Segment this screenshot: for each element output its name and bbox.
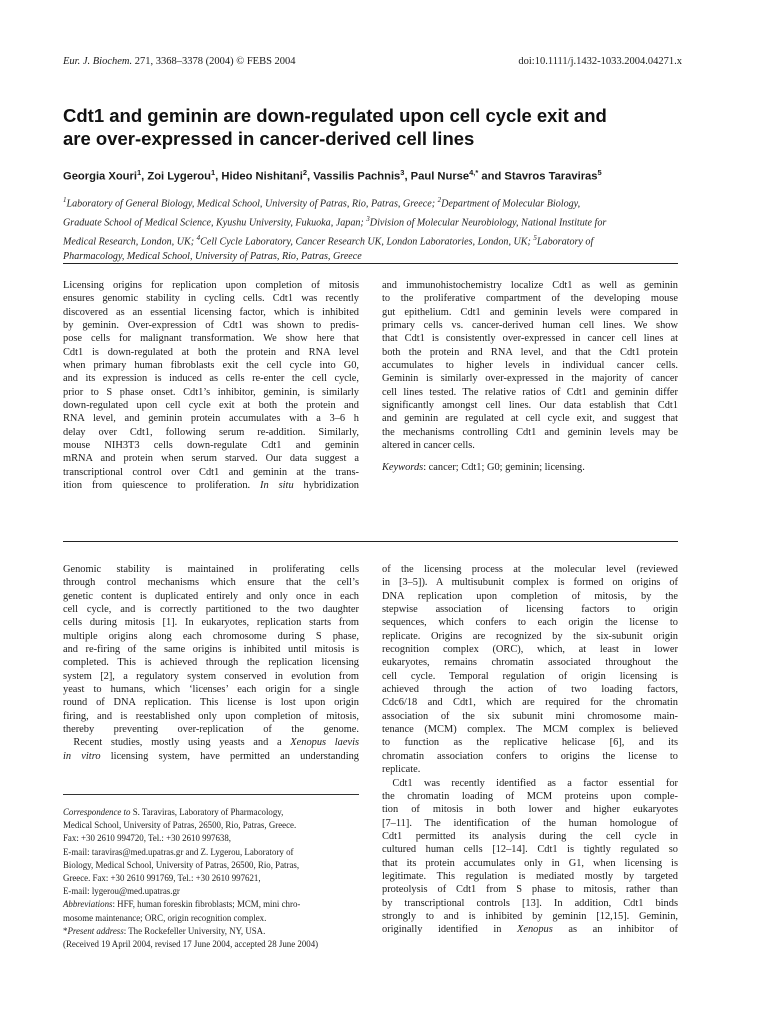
text-line: gut epithelium. Cdt1 and geminin levels were compared in	[382, 306, 678, 318]
text-line: prior to S phase onset. Cdt1’s inhibitor, geminin, is similarly	[63, 386, 359, 398]
text-line: that Cdt1 is consistently over-expressed in cancer cell lines at	[382, 333, 678, 345]
author-affiliation-mark: 4,*	[469, 168, 479, 177]
author-affiliation-mark: 5	[597, 168, 602, 177]
text-line: the chromatin loading of MCM proteins upon comple-	[382, 790, 678, 802]
text-line: genetic content is duplicated entirely and only once in each	[63, 590, 359, 602]
text-line: cell cycle, and is correctly partitioned to the two daughter	[63, 604, 359, 616]
author-name: Georgia Xouri	[63, 170, 137, 183]
body-left-column	[63, 563, 359, 763]
keywords-text: : cancer; Cdt1; G0; geminin; licensing.	[423, 462, 585, 474]
text-line: ition from quiescence to proliferation. In situ hybridization	[63, 480, 359, 492]
text-line: primary cells vs. cancer-derived human cell lines. We show	[382, 320, 678, 332]
text-line: cell lines tested. The relative ratios of Cdt1 and geminin differ	[382, 386, 678, 398]
text-line: when primary human fibroblasts exit the cell cycle into G0,	[63, 360, 359, 372]
footnote-line: mosome maintenance; ORC, origin recognition complex.	[63, 912, 267, 923]
text-line: pose cells for malignant transformation. We show here that	[63, 333, 359, 345]
footnote-line: *Present address: The Rockefeller University, NY, USA.	[63, 925, 266, 936]
footnote-rule	[63, 794, 359, 795]
text-line: DNA replication upon completion of mitosis, by the	[382, 590, 678, 602]
author-name: Vassilis Pachnis	[313, 170, 401, 183]
text-line: cell cycle. Temporal regulation of origin licensing is	[382, 670, 678, 682]
text-line: replicate. Origins are recognized by the six-subunit origin	[382, 630, 678, 642]
text-line: replicate.	[382, 764, 421, 776]
text-line: to the proliferative compartment of the developing mouse	[382, 293, 678, 305]
text-line: Cdc6/18 and Cdt1, which are required for the chromatin	[382, 697, 678, 709]
text-line: Recent studies, mostly using yeasts and a Xenopus laevis	[63, 737, 359, 749]
author-name: Hideo Nishitani	[221, 170, 303, 183]
text-line: firing, and is reestablished only upon completion of mitosis,	[63, 710, 359, 722]
author-name: Paul Nurse	[410, 170, 470, 183]
title-line: are over-expressed in cancer-derived cell lines	[63, 128, 475, 149]
text-line: proteolysis of Cdt1 from S phase to mitosis, rather than	[382, 884, 678, 896]
abstract-bottom-rule	[63, 541, 678, 542]
author-affiliation-mark: 1	[136, 168, 142, 177]
text-line: mouse NIH3T3 cells down-regulate Cdt1 and geminin	[63, 440, 359, 452]
author-list: Georgia Xouri$^1$, Zoi Lygerou$^1$, Hideo Nishitani$^2$, Vassilis Pachnis$^3$, Paul Nurse$^{4,*}$ and Stavros Taraviras$^5$	[63, 168, 602, 183]
text-line: ensures genomic stability in cycling cells. Cdt1 was recently	[63, 293, 359, 305]
body-right-column	[382, 563, 678, 937]
author-affiliation-mark: 3	[400, 168, 405, 177]
text-line: Cdt1 permitted its analysis during the cell cycle in	[382, 830, 678, 842]
text-line: tenance (MCM) complex. The MCM complex is believed	[382, 724, 678, 736]
journal-name: Eur. J. Biochem.	[63, 56, 133, 67]
text-line: to function as the replicative helicase [6], and its	[382, 737, 678, 749]
text-line: achieved through the action of two loading factors,	[382, 684, 678, 696]
text-line: sequences, which confers to each origin the license to	[382, 617, 678, 629]
text-line: strongly to and is inhibited by geminin [12,15]. Geminin,	[382, 910, 678, 922]
text-line: stepwise association of licensing factors to origin	[382, 604, 678, 616]
text-line: significantly amongst cell lines. Our data establish that Cdt1	[382, 400, 678, 412]
footnote-line: Abbreviations: HFF, human foreskin fibroblasts; MCM, mini chro-	[63, 899, 301, 910]
text-line: completed. This is achieved through the replication licensing	[63, 657, 359, 669]
text-line: Licensing origins for replication upon completion of mitosis	[63, 280, 359, 291]
abstract-left-column	[63, 279, 359, 493]
affiliation-line: Medical Research, London, UK; $^4$Cell Cycle Laboratory, Cancer Research UK, London Laboratories, London, UK; $^5$Laboratory of	[63, 233, 594, 248]
footnote-line: Biology, Medical School, University of Patras, 26500, Rio, Patras,	[63, 859, 300, 870]
footnote-line: Fax: +30 2610 994720, Tel.: +30 2610 997638,	[63, 833, 231, 844]
text-line: RNA level, and geminin protein accumulates with a 3–6 h	[63, 413, 359, 425]
footnote-line: E-mail: taraviras@med.upatras.gr and Z. Lygerou, Laboratory of	[63, 846, 294, 857]
author-affiliation-mark: 1	[210, 168, 216, 177]
text-line: cells during mitosis [1]. In eukaryotes, replication starts from	[63, 617, 359, 629]
author-name: Zoi Lygerou	[147, 170, 211, 183]
text-line: cultured human cells [12–14]. Cdt1 is tightly regulated so	[382, 844, 678, 856]
text-line: legitimate. This regulation is mediated mostly by targeted	[382, 870, 678, 882]
running-head	[63, 56, 682, 67]
text-line: and immunohistochemistry localize Cdt1 as well as geminin	[382, 280, 678, 291]
text-line: Cdt1 is down-regulated at both the protein and RNA level	[63, 346, 359, 358]
text-line: originally identified in Xenopus as an inhibitor of	[382, 924, 678, 936]
text-line: Geminin is similarly over-expressed in the majority of cancer	[382, 373, 678, 385]
doi: doi:10.1111/j.1432-1033.2004.04271.x	[518, 56, 682, 67]
keywords-label: Keywords	[382, 462, 424, 474]
text-line: and its expression is induced as cells re-enter the cell cycle,	[63, 373, 359, 385]
text-line: that its protein accumulates only in G1, when licensing is	[382, 857, 678, 869]
title-line: Cdt1 and geminin are down-regulated upon cell cycle exit and	[63, 105, 607, 126]
text-line: association of the six subunit mini chromosome main-	[382, 710, 678, 722]
citation-volume: 271, 3368–3378 (2004) © FEBS 2004	[134, 56, 296, 67]
text-line: system [2], a regulatory system conserved in evolution from	[63, 670, 359, 682]
text-line: recognition complex (ORC), which, at least in lower	[382, 644, 678, 656]
text-line: yeast to humans, which ‘licenses’ each origin for a single	[63, 684, 359, 696]
text-line: by geminin. Over-expression of Cdt1 was shown to predis-	[63, 320, 359, 332]
text-line: delay over Cdt1, following serum re-addition. Similarly,	[63, 426, 359, 438]
text-line: altered in cancer cells.	[382, 440, 475, 452]
text-line: multiple origins along each chromosome during S phase,	[63, 630, 359, 642]
keywords	[382, 461, 678, 474]
journal-citation	[63, 56, 296, 67]
footnote-line: Correspondence to S. Taraviras, Laboratory of Pharmacology,	[63, 807, 284, 817]
article-title	[63, 104, 663, 150]
text-line: chromatin association confers to origins the license to	[382, 750, 678, 762]
text-line: both the protein and RNA level, and that the Cdt1 protein	[382, 346, 678, 358]
text-line: discovered as an essential licensing factor, which is inhibited	[63, 306, 359, 318]
text-line: accumulates to higher levels in individual cancer cells.	[382, 360, 678, 372]
text-line: down-regulated upon cell cycle exit at both the protein and	[63, 400, 359, 412]
text-line: thereby preventing over-replication of the genome.	[63, 724, 359, 736]
text-line: through control mechanisms which ensure that the cell’s	[63, 577, 359, 589]
footnote-line: Greece. Fax: +30 2610 991769, Tel.: +30 2610 997621,	[63, 873, 261, 884]
text-line: [7–11]. The identification of the human homologue of	[382, 817, 678, 829]
text-line: by transcriptional controls [13]. In addition, Cdt1 binds	[382, 897, 678, 909]
footnotes	[63, 806, 363, 951]
text-line: Cdt1 was recently identified as a factor essential for	[382, 777, 678, 789]
text-line: in vitro licensing system, have permitted an understanding	[63, 750, 359, 762]
affiliation-line: Graduate School of Medical Science, Kyushu University, Fukuoka, Japan; $^3$Division of Molecular Neurobiology, National Institute for	[63, 214, 607, 229]
affiliations	[63, 193, 681, 264]
text-line: round of DNA replication. This license is lost upon origin	[63, 697, 359, 709]
author-affiliation-mark: 2	[302, 168, 307, 177]
text-line: transcriptional control over Cdt1 and geminin at the trans-	[63, 466, 359, 478]
text-line: the mechanisms controlling Cdt1 and geminin levels may be	[382, 426, 678, 438]
author-name: Stavros Taraviras	[504, 170, 598, 183]
affiliation-line: $^1$Laboratory of General Biology, Medical School, University of Patras, Rio, Patras, Greece; $^2$Department of Molecular Biology,	[63, 196, 581, 210]
text-line: of the licensing process at the molecular level (reviewed	[382, 564, 678, 575]
text-line: in [3–5]). A multisubunit complex is formed on origins of	[382, 577, 678, 589]
text-line: and geminin are regulated at cell cycle exit, and suggest that	[382, 413, 678, 425]
footnote-line: E-mail: lygerou@med.upatras.gr	[63, 886, 180, 897]
text-line: tion of mitosis in both lower and higher eukaryotes	[382, 804, 678, 816]
text-line: Genomic stability is maintained in proliferating cells	[63, 564, 359, 575]
footnote-line: Medical School, University of Patras, 26500, Rio, Patras, Greece.	[63, 820, 297, 831]
text-line: eukaryotes, remains chromatin associated throughout the	[382, 657, 678, 669]
affiliation-line: Pharmacology, Medical School, University of Patras, Rio, Patras, Greece	[63, 250, 362, 262]
abstract-top-rule	[63, 263, 678, 264]
footnote-line: (Received 19 April 2004, revised 17 June 2004, accepted 28 June 2004)	[63, 939, 319, 950]
abstract-right-column	[382, 279, 678, 475]
text-line: mRNA and protein when serum starved. Our data suggest a	[63, 453, 359, 465]
text-line: and re-firing of the same origins is inhibited until mitosis is	[63, 644, 359, 656]
